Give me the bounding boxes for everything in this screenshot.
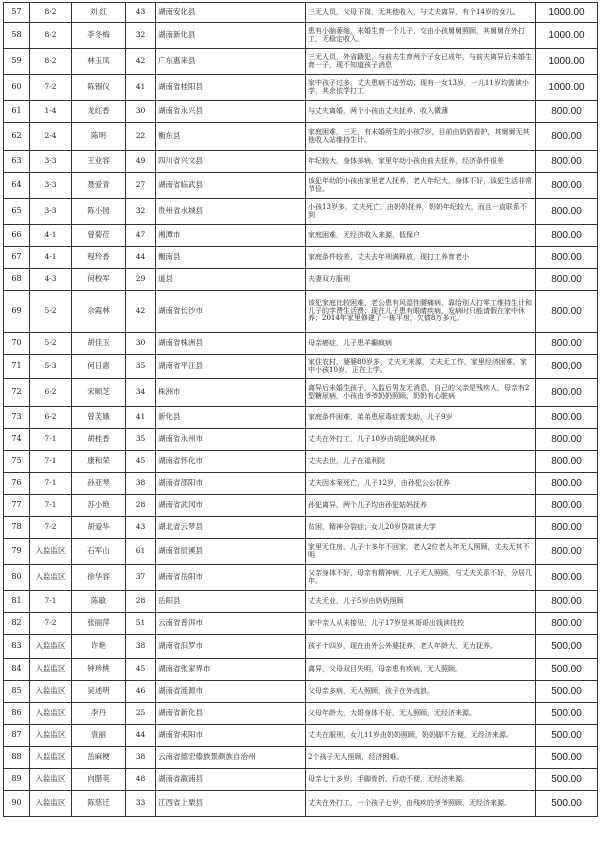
- row-cell-amount: 500.00: [536, 725, 598, 747]
- row-cell-block: 4-3: [30, 269, 72, 291]
- table-row: [4, 791, 598, 817]
- row-cell-block: 入监监区: [30, 769, 72, 791]
- row-cell-name: 吴述明: [72, 681, 126, 703]
- row-number: 89: [4, 769, 30, 791]
- row-cell-description: 家庭困难，三无，有未婚所生的小孩7岁，目前由奶奶看护，其舅舅无其他收入站维持生计。: [306, 123, 536, 151]
- row-cell-place: 四川省兴文县: [156, 151, 306, 173]
- row-number: 65: [4, 199, 30, 225]
- row-cell-place: 湖南省桂阳县: [156, 75, 306, 101]
- row-cell-amount: 500.00: [536, 769, 598, 791]
- table-row: [4, 75, 598, 101]
- row-cell-place: 湖南省耒阳市: [156, 725, 306, 747]
- row-cell-block: 入监监区: [30, 539, 72, 565]
- row-cell-description: 丈夫在服刑，女儿11岁由奶奶照顾，奶奶脚不方便，无经济来源。: [306, 725, 536, 747]
- row-cell-block: 7-2: [30, 613, 72, 635]
- row-cell-amount: 1000.00: [536, 3, 598, 23]
- table-row: [4, 539, 598, 565]
- row-cell-description: 离异后未婚生孩子，入监后男友无消息，自己的父亲是残疾人，母亲有2型糖尿病，小孩由爷爷奶奶照顾，奶奶有心脏病: [306, 379, 536, 407]
- row-cell-age: 43: [126, 517, 156, 539]
- table-row: [4, 659, 598, 681]
- row-cell-block: 5-2: [30, 333, 72, 355]
- row-cell-description: 患有小脑萎缩，未婚生育一个儿子，交由小孩舅舅照顾，其舅舅在外打工，无稳定收入。: [306, 23, 536, 49]
- table-row: [4, 225, 598, 247]
- row-cell-amount: 500.00: [536, 635, 598, 659]
- row-cell-amount: 800.00: [536, 173, 598, 199]
- table-row: [4, 199, 598, 225]
- row-cell-description: 母亲癌症，儿子患羊癫疯病: [306, 333, 536, 355]
- row-cell-place: 湖南省永兴县: [156, 101, 306, 123]
- row-cell-place: 湖南省辰溪县: [156, 539, 306, 565]
- row-cell-place: 道县: [156, 269, 306, 291]
- row-cell-block: 入监监区: [30, 659, 72, 681]
- row-cell-place: 湖南省长沙市: [156, 291, 306, 333]
- row-cell-amount: 800.00: [536, 451, 598, 473]
- row-cell-amount: 800.00: [536, 473, 598, 495]
- row-cell-block: 7-1: [30, 591, 72, 613]
- row-cell-age: 42: [126, 291, 156, 333]
- document-sheet: [3, 2, 597, 858]
- row-cell-age: 42: [126, 49, 156, 75]
- row-cell-amount: 800.00: [536, 151, 598, 173]
- row-cell-block: 入监监区: [30, 681, 72, 703]
- row-cell-name: 曾菊莅: [72, 225, 126, 247]
- row-cell-place: 株洲市: [156, 379, 306, 407]
- row-cell-amount: 500.00: [536, 681, 598, 703]
- row-cell-place: 湖南省怀化市: [156, 451, 306, 473]
- row-number: 64: [4, 173, 30, 199]
- row-cell-block: 8-2: [30, 49, 72, 75]
- table-body: [4, 3, 598, 817]
- row-cell-description: 该犯家庭比较困难，老公患有风湿性腰痛病，靠给别人打零工维持生计和儿子的学费生活费；现在儿子患有眼睛疾病，发病时只能请假在家中休养；2014年家里修建了一栋平房，欠债8万多元。: [306, 291, 536, 333]
- table-row: [4, 725, 598, 747]
- table-row: [4, 23, 598, 49]
- row-cell-description: 贫困，精神分裂症；女儿20岁贷款读大学: [306, 517, 536, 539]
- row-cell-block: 入监监区: [30, 791, 72, 817]
- row-cell-name: 向腊英: [72, 769, 126, 791]
- row-number: 63: [4, 151, 30, 173]
- row-cell-amount: 800.00: [536, 199, 598, 225]
- table-row: [4, 173, 598, 199]
- row-number: 76: [4, 473, 30, 495]
- row-number: 60: [4, 75, 30, 101]
- row-cell-description: 2个孩子无人照顾，经济困难。: [306, 747, 536, 769]
- row-cell-age: 30: [126, 101, 156, 123]
- row-cell-block: 7-2: [30, 75, 72, 101]
- row-cell-age: 44: [126, 247, 156, 269]
- table-row: [4, 495, 598, 517]
- assistance-table: [3, 2, 598, 817]
- row-cell-place: 湖南安化县: [156, 3, 306, 23]
- table-row: [4, 333, 598, 355]
- row-cell-block: 7-1: [30, 495, 72, 517]
- row-cell-description: 父母年龄大，大哥身体不好，无人照顾，无经济来源。: [306, 703, 536, 725]
- row-number: 66: [4, 225, 30, 247]
- row-cell-name: 孙亚琴: [72, 473, 126, 495]
- row-cell-description: 丈夫在外打工，儿子10岁由胡犯姨妈抚养: [306, 429, 536, 451]
- row-cell-description: 父母亲多病，无人照顾，孩子在外流浪。: [306, 681, 536, 703]
- row-cell-description: 三无人员，外省籍犯，与前夫生育两个子女已成年，与前夫离异后未婚生育一子，现不知道孩子消息: [306, 49, 536, 75]
- row-cell-block: 7-1: [30, 429, 72, 451]
- row-cell-block: 入监监区: [30, 725, 72, 747]
- row-cell-age: 38: [126, 747, 156, 769]
- row-cell-description: 孙犯离异，两个儿子均由孙犯姑妈抚养: [306, 495, 536, 517]
- row-cell-place: 湖北省云梦县: [156, 517, 306, 539]
- row-cell-description: 丈夫因本案死亡，儿子12岁，由孙犯公公抚养: [306, 473, 536, 495]
- row-cell-description: 该犯年幼的小孩由家里老人抚养，老人年纪大，身体不好，该犯生活非常节俭。: [306, 173, 536, 199]
- row-number: 85: [4, 681, 30, 703]
- row-cell-age: 30: [126, 333, 156, 355]
- table-row: [4, 747, 598, 769]
- row-cell-place: 岳阳县: [156, 591, 306, 613]
- row-number: 86: [4, 703, 30, 725]
- row-cell-age: 43: [126, 3, 156, 23]
- row-cell-place: 云南省德宏傣族景颇族自治州: [156, 747, 306, 769]
- row-cell-block: 6-2: [30, 407, 72, 429]
- row-cell-age: 37: [126, 565, 156, 591]
- table-row: [4, 613, 598, 635]
- row-cell-place: 湖南新化县: [156, 23, 306, 49]
- row-cell-name: 何日惠: [72, 355, 126, 379]
- row-cell-name: 林玉凤: [72, 49, 126, 75]
- row-number: 69: [4, 291, 30, 333]
- row-cell-place: 新化县: [156, 407, 306, 429]
- row-cell-age: 38: [126, 635, 156, 659]
- row-cell-amount: 500.00: [536, 703, 598, 725]
- row-cell-block: 3-3: [30, 199, 72, 225]
- row-cell-description: 父亲身体不好，母亲有精神病，儿子无人照顾，与丈夫关系不好，分居几年。: [306, 565, 536, 591]
- row-cell-name: 何校军: [72, 269, 126, 291]
- row-cell-description: 夫妻双方服刑: [306, 269, 536, 291]
- row-cell-amount: 800.00: [536, 565, 598, 591]
- row-cell-place: 衡南县: [156, 247, 306, 269]
- row-cell-block: 8-2: [30, 3, 72, 23]
- row-cell-place: 江西省上栗县: [156, 791, 306, 817]
- row-number: 90: [4, 791, 30, 817]
- row-cell-description: 丈夫无业，儿子5岁由奶奶照顾: [306, 591, 536, 613]
- row-cell-amount: 800.00: [536, 591, 598, 613]
- row-number: 78: [4, 517, 30, 539]
- row-cell-block: 7-1: [30, 451, 72, 473]
- row-cell-amount: 1000.00: [536, 23, 598, 49]
- row-cell-name: 康和荣: [72, 451, 126, 473]
- row-cell-name: 陈锡仪: [72, 75, 126, 101]
- row-cell-name: 刘 红: [72, 3, 126, 23]
- row-cell-description: 家住农村，婆婆80岁多，丈夫无来源，丈夫无工作，家里经济困难，家中小孩10岁，正在上学。: [306, 355, 536, 379]
- row-cell-age: 32: [126, 199, 156, 225]
- row-cell-amount: 800.00: [536, 379, 598, 407]
- row-cell-place: 湖南省岳阳市: [156, 565, 306, 591]
- row-cell-block: 1-4: [30, 101, 72, 123]
- row-cell-age: 49: [126, 151, 156, 173]
- row-cell-age: 47: [126, 225, 156, 247]
- row-cell-description: 家庭困难，无经济收入来源，低保户: [306, 225, 536, 247]
- table-row: [4, 151, 598, 173]
- table-row: [4, 591, 598, 613]
- row-cell-name: 佘霞林: [72, 291, 126, 333]
- row-cell-block: 6-2: [30, 379, 72, 407]
- table-row: [4, 49, 598, 75]
- row-cell-place: 衡东县: [156, 123, 306, 151]
- row-cell-name: 袁丽: [72, 725, 126, 747]
- row-cell-block: 2-4: [30, 123, 72, 151]
- row-cell-place: 湖南省涟源市: [156, 681, 306, 703]
- row-cell-age: 29: [126, 269, 156, 291]
- row-cell-block: 入监监区: [30, 565, 72, 591]
- row-cell-age: 32: [126, 23, 156, 49]
- row-cell-amount: 1000.00: [536, 75, 598, 101]
- row-number: 57: [4, 3, 30, 23]
- row-cell-age: 61: [126, 539, 156, 565]
- row-cell-amount: 500.00: [536, 791, 598, 817]
- row-number: 84: [4, 659, 30, 681]
- row-number: 81: [4, 591, 30, 613]
- row-cell-amount: 800.00: [536, 429, 598, 451]
- row-cell-place: 湘潭市: [156, 225, 306, 247]
- row-number: 71: [4, 355, 30, 379]
- row-cell-name: 徐华容: [72, 565, 126, 591]
- row-cell-name: 张丽萍: [72, 613, 126, 635]
- table-row: [4, 681, 598, 703]
- row-cell-age: 28: [126, 495, 156, 517]
- row-cell-block: 3-3: [30, 173, 72, 199]
- row-cell-age: 35: [126, 429, 156, 451]
- row-cell-place: 湖南省新化县: [156, 703, 306, 725]
- table-row: [4, 635, 598, 659]
- row-cell-place: 湖南省武冈市: [156, 495, 306, 517]
- row-cell-name: 陈明: [72, 123, 126, 151]
- table-row: [4, 269, 598, 291]
- row-cell-age: 38: [126, 473, 156, 495]
- row-cell-description: 家庭条件困难，弟弟患尿毒症需支助，儿子9岁: [306, 407, 536, 429]
- row-cell-amount: 800.00: [536, 123, 598, 151]
- row-cell-name: 程玲香: [72, 247, 126, 269]
- table-row: [4, 565, 598, 591]
- row-cell-name: 李冬梅: [72, 23, 126, 49]
- row-cell-name: 石军山: [72, 539, 126, 565]
- row-cell-description: 三无人员，父母下岗，无其他收入，与丈夫离异，有个14岁的女儿。: [306, 3, 536, 23]
- row-cell-age: 41: [126, 407, 156, 429]
- row-number: 58: [4, 23, 30, 49]
- row-cell-amount: 500.00: [536, 659, 598, 681]
- row-cell-description: 孩子十四岁，现在由外公外婆抚养，老人年龄大，无力抚养。: [306, 635, 536, 659]
- row-number: 74: [4, 429, 30, 451]
- row-cell-amount: 800.00: [536, 613, 598, 635]
- table-row: [4, 429, 598, 451]
- row-cell-amount: 500.00: [536, 747, 598, 769]
- row-number: 67: [4, 247, 30, 269]
- row-cell-name: 宋顺芝: [72, 379, 126, 407]
- row-cell-description: 小孩13岁多，丈夫死亡，由奶奶抚养，奶奶年纪较大，而且一直联系不到: [306, 199, 536, 225]
- table-row: [4, 101, 598, 123]
- row-cell-age: 51: [126, 613, 156, 635]
- row-cell-name: 陈慈迁: [72, 791, 126, 817]
- row-number: 83: [4, 635, 30, 659]
- row-cell-amount: 800.00: [536, 539, 598, 565]
- row-cell-name: 钟珍桃: [72, 659, 126, 681]
- table-row: [4, 407, 598, 429]
- row-cell-block: 4-1: [30, 225, 72, 247]
- row-cell-age: 25: [126, 703, 156, 725]
- row-number: 82: [4, 613, 30, 635]
- table-row: [4, 517, 598, 539]
- row-number: 72: [4, 379, 30, 407]
- row-cell-age: 45: [126, 451, 156, 473]
- row-number: 77: [4, 495, 30, 517]
- row-cell-name: 陈小园: [72, 199, 126, 225]
- row-cell-place: 云南省普洱市: [156, 613, 306, 635]
- row-cell-name: 岳麻梗: [72, 747, 126, 769]
- row-number: 59: [4, 49, 30, 75]
- row-cell-amount: 800.00: [536, 269, 598, 291]
- row-number: 87: [4, 725, 30, 747]
- row-cell-age: 46: [126, 681, 156, 703]
- row-cell-amount: 800.00: [536, 517, 598, 539]
- row-cell-description: 母亲七十多岁，手脚骨折，行动不便，无经济来源。: [306, 769, 536, 791]
- row-cell-age: 28: [126, 591, 156, 613]
- row-cell-place: 广东惠来县: [156, 49, 306, 75]
- row-number: 75: [4, 451, 30, 473]
- row-cell-name: 胡爱华: [72, 517, 126, 539]
- row-cell-age: 41: [126, 75, 156, 101]
- row-cell-name: 李丹: [72, 703, 126, 725]
- table-row: [4, 3, 598, 23]
- row-cell-age: 45: [126, 659, 156, 681]
- row-cell-age: 33: [126, 791, 156, 817]
- row-cell-amount: 800.00: [536, 495, 598, 517]
- row-cell-description: 丈夫去世，儿子在福利院: [306, 451, 536, 473]
- row-cell-block: 入监监区: [30, 747, 72, 769]
- row-number: 88: [4, 747, 30, 769]
- row-cell-block: 3-3: [30, 151, 72, 173]
- table-row: [4, 769, 598, 791]
- row-cell-description: 家中亲人从未接见，儿子17岁是其哥哥出钱读技校: [306, 613, 536, 635]
- row-cell-place: 湖南省张家界市: [156, 659, 306, 681]
- row-cell-place: 湖南省临武县: [156, 173, 306, 199]
- row-number: 68: [4, 269, 30, 291]
- row-cell-block: 5-2: [30, 291, 72, 333]
- row-cell-amount: 800.00: [536, 355, 598, 379]
- row-cell-amount: 800.00: [536, 407, 598, 429]
- row-number: 62: [4, 123, 30, 151]
- row-cell-block: 4-1: [30, 247, 72, 269]
- row-cell-amount: 800.00: [536, 225, 598, 247]
- row-cell-description: 离异，父母双目失明，母亲患有疾病，无人照顾。: [306, 659, 536, 681]
- row-cell-description: 家中孩子过多，丈夫患病不适劳动；现有一女13岁，一儿11岁均需读小学，其余依学打工: [306, 75, 536, 101]
- row-number: 70: [4, 333, 30, 355]
- row-cell-age: 27: [126, 173, 156, 199]
- row-cell-place: 湖南省永州市: [156, 429, 306, 451]
- row-cell-amount: 800.00: [536, 333, 598, 355]
- row-cell-name: 曾芙娥: [72, 407, 126, 429]
- table-row: [4, 123, 598, 151]
- table-row: [4, 291, 598, 333]
- table-row: [4, 379, 598, 407]
- row-cell-place: 湖南省汨罗市: [156, 635, 306, 659]
- row-cell-block: 入监监区: [30, 703, 72, 725]
- row-cell-description: 丈夫在外打工，一个孩子七岁，由残疾的爷爷照顾，无经济来源。: [306, 791, 536, 817]
- row-cell-description: 与丈夫离婚，两个小孩由丈夫抚养，收入微薄: [306, 101, 536, 123]
- row-cell-block: 7-1: [30, 473, 72, 495]
- row-number: 61: [4, 101, 30, 123]
- table-row: [4, 247, 598, 269]
- row-cell-block: 5-3: [30, 355, 72, 379]
- row-cell-name: 陈敏: [72, 591, 126, 613]
- table-row: [4, 473, 598, 495]
- table-row: [4, 355, 598, 379]
- row-cell-name: 胡佳玉: [72, 333, 126, 355]
- row-number: 73: [4, 407, 30, 429]
- row-cell-place: 湖南省株洲县: [156, 333, 306, 355]
- table-row: [4, 451, 598, 473]
- row-cell-amount: 800.00: [536, 101, 598, 123]
- row-cell-name: 许艳: [72, 635, 126, 659]
- row-number: 80: [4, 565, 30, 591]
- row-cell-block: 8-2: [30, 23, 72, 49]
- row-cell-place: 湖南省邵阳市: [156, 473, 306, 495]
- row-cell-age: 35: [126, 355, 156, 379]
- row-cell-description: 家庭条件较差，丈夫去年刑满释放，现打工养育老小: [306, 247, 536, 269]
- row-cell-name: 胡桂香: [72, 429, 126, 451]
- row-number: 79: [4, 539, 30, 565]
- row-cell-amount: 800.00: [536, 291, 598, 333]
- row-cell-place: 湖南省溆浦县: [156, 769, 306, 791]
- row-cell-name: 王业容: [72, 151, 126, 173]
- row-cell-place: 湖南省平江县: [156, 355, 306, 379]
- row-cell-amount: 1000.00: [536, 49, 598, 75]
- row-cell-block: 入监监区: [30, 635, 72, 659]
- row-cell-name: 聂爱青: [72, 173, 126, 199]
- row-cell-name: 龙红香: [72, 101, 126, 123]
- row-cell-age: 34: [126, 379, 156, 407]
- row-cell-block: 7-2: [30, 517, 72, 539]
- row-cell-age: 44: [126, 725, 156, 747]
- table-row: [4, 703, 598, 725]
- row-cell-name: 苏小艳: [72, 495, 126, 517]
- row-cell-place: 贵州省水城县: [156, 199, 306, 225]
- row-cell-description: 家里无住房，儿子十多年不回家，老人2位老人年无人照顾，丈夫无其不明: [306, 539, 536, 565]
- row-cell-age: 48: [126, 769, 156, 791]
- row-cell-amount: 800.00: [536, 247, 598, 269]
- row-cell-age: 22: [126, 123, 156, 151]
- row-cell-description: 年纪较大，身体多病，家里年幼小孩由前夫抚养，经济条件很差: [306, 151, 536, 173]
